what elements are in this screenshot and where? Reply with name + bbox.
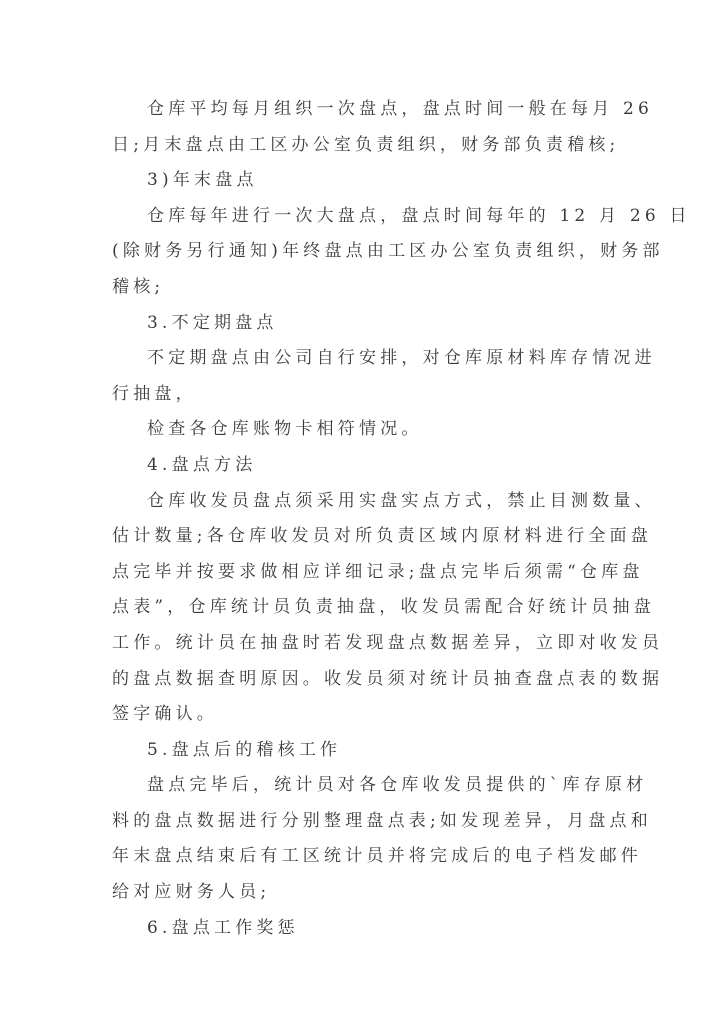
document-page [112,92,691,946]
paragraph-line: 点完毕并按要求做相应详细记录;盘点完毕后须需“仓库盘 [112,561,644,582]
paragraph-line: 给对应财务人员; [112,882,271,903]
section-heading: 4.盘点方法 [147,454,257,475]
paragraph-line: 日;月末盘点由工区办公室负责组织，财务部负责稽核; [112,134,620,155]
paragraph-line: 仓库每年进行一次大盘点，盘点时间每年的 12 月 26 日 [147,205,691,226]
paragraph-line: 稽核; [112,276,165,297]
paragraph-line: 年末盘点结束后有工区统计员并将完成后的电子档发邮件 [112,846,642,867]
paragraph-line: 仓库收发员盘点须采用实盘实点方式，禁止目测数量、 [147,490,656,511]
section-heading: 3)年末盘点 [147,170,258,191]
paragraph-line: 料的盘点数据进行分别整理盘点表;如发现差异，月盘点和 [112,810,652,831]
section-heading: 5.盘点后的稽核工作 [147,739,342,760]
paragraph-line: 的盘点数据查明原因。收发员须对统计员抽查盘点表的数据 [112,668,664,689]
paragraph-line: 行抽盘， [112,383,197,404]
section-heading: 3.不定期盘点 [147,312,278,333]
section-heading: 6.盘点工作奖惩 [147,917,299,938]
paragraph-line: 估计数量;各仓库收发员对所负责区域内原材料进行全面盘 [112,526,652,547]
paragraph-line: (除财务另行通知)年终盘点由工区办公室负责组织，财务部 [112,241,664,262]
paragraph-line: 仓库平均每月组织一次盘点，盘点时间一般在每月 26 [147,99,654,119]
paragraph-line: 点表”，仓库统计员负责抽盘，收发员需配合好统计员抽盘 [112,597,655,618]
paragraph-line: 检查各仓库账物卡相符情况。 [147,419,423,440]
paragraph-line: 不定期盘点由公司自行安排，对仓库原材料库存情况进 [147,348,656,369]
paragraph-line: 工作。统计员在抽盘时若发现盘点数据差异，立即对收发员 [112,632,664,653]
paragraph-line: 签字确认。 [112,704,218,725]
paragraph-line: 盘点完毕后，统计员对各仓库收发员提供的`库存原材 [147,775,648,796]
